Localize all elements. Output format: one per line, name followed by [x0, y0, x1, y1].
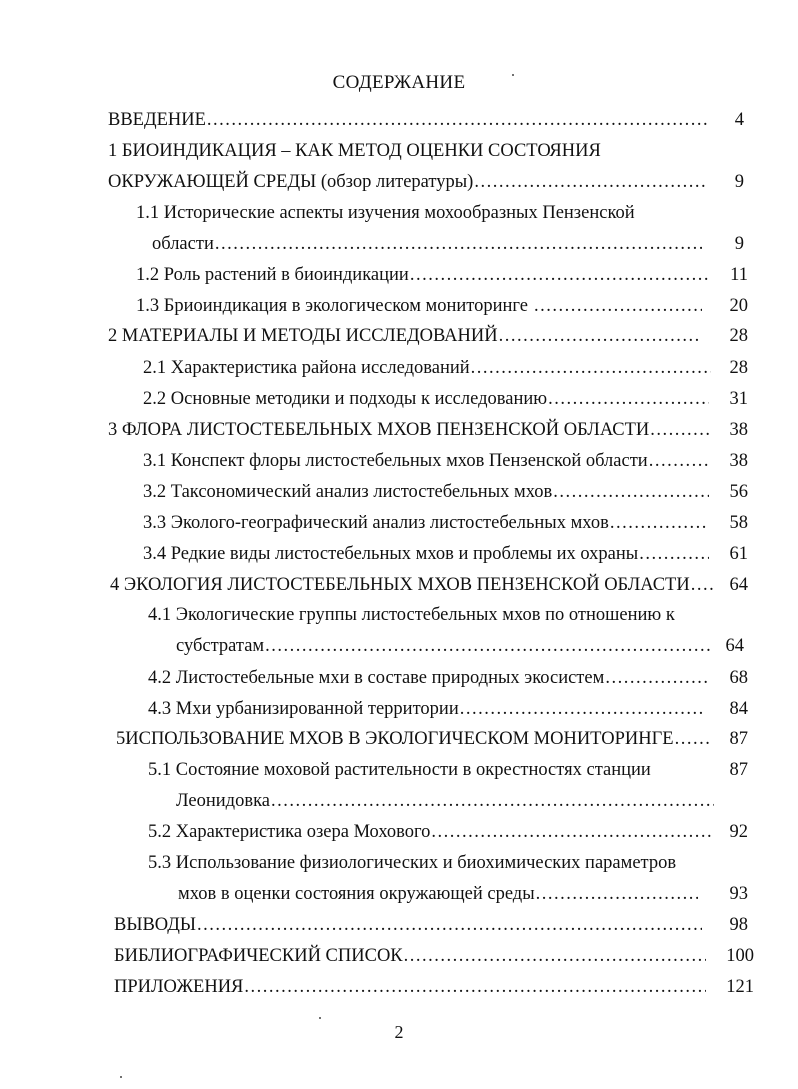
toc-entry-text: Леонидовка [176, 791, 270, 811]
toc-page-number: 93 [729, 884, 748, 904]
dot-leader [215, 233, 702, 255]
toc-entry-text: области [152, 234, 214, 254]
toc-page-number: 61 [729, 544, 748, 564]
toc-entry [148, 759, 651, 781]
toc-entry-text: 1 БИОИНДИКАЦИЯ – КАК МЕТОД ОЦЕНКИ СОСТОЯНИЯ [108, 141, 601, 161]
toc-page-number: 84 [729, 699, 748, 719]
toc-entry-text: ВВЕДЕНИЕ [108, 110, 206, 130]
toc-entry-text: 5.3 Использование физиологических и биохимических параметров [148, 853, 677, 873]
toc-page-number: 64 [725, 636, 744, 656]
toc-entry-text: 1.2 Роль растений в биоиндикации [136, 265, 409, 285]
toc-entry-text: 5ИСПОЛЬЗОВАНИЕ МХОВ В ЭКОЛОГИЧЕСКОМ МОНИТОРИНГЕ [116, 729, 674, 749]
toc-page-number: 28 [729, 358, 748, 378]
toc-page-number: 38 [729, 420, 748, 440]
dot-leader [675, 728, 712, 750]
toc-entry-text: мхов в оценки состояния окружающей среды [178, 884, 535, 904]
toc-page-number: 92 [729, 822, 748, 842]
toc-page-number: 87 [729, 760, 748, 780]
dot-leader [605, 667, 708, 689]
toc-page-number: 98 [729, 915, 748, 935]
toc-entry-text: ВЫВОДЫ [114, 915, 197, 935]
scan-speck [512, 74, 514, 76]
toc-entry-text: 2 МАТЕРИАЛЫ И МЕТОДЫ ИССЛЕДОВАНИЙ [108, 326, 498, 346]
toc-entry-text: 4.3 Мхи урбанизированной территории [148, 699, 459, 719]
dot-leader [471, 357, 711, 379]
toc-page-number: 31 [729, 389, 748, 409]
toc-entry [148, 604, 675, 626]
toc-entry-text: 3 ФЛОРА ЛИСТОСТЕБЕЛЬНЫХ МХОВ ПЕНЗЕНСКОЙ ОБЛАСТИ [108, 420, 650, 440]
toc-entry-text: 4.1 Экологические группы листостебельных мхов по отношению к [148, 605, 675, 625]
toc-page-number: 28 [729, 326, 748, 346]
toc-entry-text: 4 ЭКОЛОГИЯ ЛИСТОСТЕБЕЛЬНЫХ МХОВ ПЕНЗЕНСКОЙ ОБЛАСТИ [110, 575, 690, 595]
toc-entry-text: 3.2 Таксономический анализ листостебельных мхов [143, 482, 553, 502]
toc-entry-text: 2.2 Основные методики и подходы к исследованию [143, 389, 548, 409]
dot-leader [639, 543, 709, 565]
toc-page-number: 100 [726, 946, 754, 966]
toc-entry [136, 202, 635, 224]
dot-leader [460, 698, 706, 720]
toc-entry-text: 1.1 Исторические аспекты изучения мохообразных Пензенской [136, 203, 635, 223]
dot-leader [197, 914, 702, 936]
dot-leader [553, 481, 709, 503]
dot-leader [536, 883, 698, 905]
toc-entry-text: ОКРУЖАЮЩЕЙ СРЕДЫ (обзор литературы) [108, 172, 474, 192]
toc-entry-text: БИБЛИОГРАФИЧЕСКИЙ СПИСОК [114, 946, 403, 966]
dot-leader [474, 171, 706, 193]
dot-leader [499, 325, 698, 347]
toc-entry-text: 2.1 Характеристика района исследований [143, 358, 470, 378]
dot-leader [610, 512, 709, 534]
toc-entry [148, 852, 676, 874]
toc-entry-text: 3.3 Эколого-географический анализ листостебельных мхов [143, 513, 609, 533]
toc-entry-text: 4.2 Листостебельные мхи в составе природных экосистем [148, 668, 605, 688]
dot-leader [650, 419, 712, 441]
toc-entry-text: субстратам [176, 636, 265, 656]
toc-page-number: 9 [734, 172, 744, 192]
toc-page-number: 4 [734, 110, 744, 130]
dot-leader [534, 295, 702, 317]
toc-page-number: 11 [730, 265, 748, 285]
scan-speck [120, 1076, 122, 1078]
toc-page-number: 20 [729, 296, 748, 316]
toc-entry-text: 5.2 Характеристика озера Мохового [148, 822, 431, 842]
dot-leader [244, 976, 706, 998]
scan-speck [319, 1017, 321, 1019]
toc-page-number: 9 [734, 234, 744, 254]
dot-leader [265, 635, 712, 657]
toc-entry [108, 140, 601, 162]
toc-page-number: 56 [729, 482, 748, 502]
toc-page-number: 58 [729, 513, 748, 533]
toc-entry-text: 1.3 Бриоиндикация в экологическом мониторинге [136, 296, 528, 316]
footer-page-number: 2 [394, 1022, 404, 1042]
toc-page-number: 87 [729, 729, 748, 749]
dot-leader [404, 945, 706, 967]
dot-leader [207, 109, 710, 131]
toc-page-number: 68 [729, 668, 748, 688]
toc-entry-text: 3.4 Редкие виды листостебельных мхов и проблемы их охраны [143, 544, 639, 564]
page-title: СОДЕРЖАНИЕ [332, 72, 466, 93]
toc-page-number: 64 [729, 575, 748, 595]
dot-leader [548, 388, 709, 410]
toc-page-number: 121 [726, 977, 754, 997]
dot-leader [649, 450, 709, 472]
dot-leader [410, 264, 708, 286]
toc-entry-text: 5.1 Состояние моховой растительности в окрестностях станции [148, 760, 651, 780]
toc-entry-text: 3.1 Конспект флоры листостебельных мхов Пензенской области [143, 451, 648, 471]
toc-entry-text: ПРИЛОЖЕНИЯ [114, 977, 244, 997]
dot-leader [431, 821, 712, 843]
dot-leader [271, 790, 714, 812]
toc-page-number: 38 [729, 451, 748, 471]
